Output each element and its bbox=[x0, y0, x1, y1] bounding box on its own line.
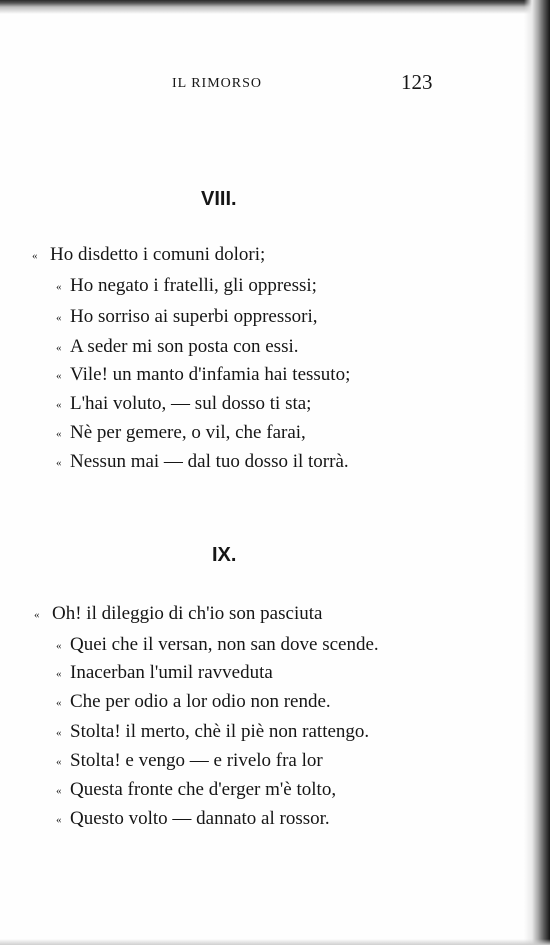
verse-line-text: Inacerban l'umil ravveduta bbox=[70, 662, 273, 683]
verse-line-text: Questa fronte che d'erger m'è tolto, bbox=[70, 779, 337, 800]
running-title: IL RIMORSO bbox=[172, 76, 262, 91]
quote-mark: « bbox=[56, 640, 62, 652]
page-top-edge-shadow bbox=[0, 0, 550, 14]
verse-line-text: Stolta! il merto, chè il piè non rattengo. bbox=[70, 721, 370, 742]
quote-mark: « bbox=[32, 250, 38, 262]
verse-line-text: A seder mi son posta con essi. bbox=[70, 336, 299, 357]
verse-line-text: L'hai voluto, — sul dosso ti sta; bbox=[70, 393, 312, 414]
verse-line-text: Ho disdetto i comuni dolori; bbox=[50, 244, 266, 265]
verse-line-text: Nessun mai — dal tuo dosso il torrà. bbox=[70, 451, 349, 472]
verse-line-text: Stolta! e vengo — e rivelo fra lor bbox=[70, 750, 323, 771]
quote-mark: « bbox=[56, 727, 62, 739]
verse-line bbox=[56, 306, 318, 328]
verse-line-text: Oh! il dileggio di ch'io son pasciuta bbox=[52, 603, 323, 624]
quote-mark: « bbox=[56, 342, 62, 354]
section-title-ix: IX. bbox=[212, 544, 237, 566]
verse-line bbox=[56, 779, 337, 801]
verse-line-text: Vile! un manto d'infamia hai tessuto; bbox=[70, 364, 351, 385]
verse-line bbox=[56, 422, 306, 444]
verse-line bbox=[56, 721, 370, 743]
quote-mark: « bbox=[34, 609, 40, 621]
verse-line-text: Nè per gemere, o vil, che farai, bbox=[70, 422, 306, 443]
verse-line bbox=[32, 244, 266, 266]
verse-line-text: Ho sorriso ai superbi oppressori, bbox=[70, 306, 318, 327]
page-bottom-edge bbox=[0, 939, 550, 945]
verse-line bbox=[56, 275, 317, 297]
quote-mark: « bbox=[56, 399, 62, 411]
page-gutter-shadow bbox=[524, 0, 550, 945]
quote-mark: « bbox=[56, 668, 62, 680]
verse-line-text: Ho negato i fratelli, gli oppressi; bbox=[70, 275, 317, 296]
verse-line bbox=[34, 603, 323, 625]
verse-line bbox=[56, 451, 349, 473]
verse-line bbox=[56, 336, 299, 358]
section-title-viii: VIII. bbox=[201, 188, 237, 210]
verse-line bbox=[56, 393, 312, 415]
verse-line bbox=[56, 750, 323, 772]
verse-line bbox=[56, 634, 379, 656]
verse-line-text: Che per odio a lor odio non rende. bbox=[70, 691, 331, 712]
verse-line-text: Quei che il versan, non san dove scende. bbox=[70, 634, 379, 655]
quote-mark: « bbox=[56, 457, 62, 469]
quote-mark: « bbox=[56, 281, 62, 293]
verse-line bbox=[56, 662, 273, 684]
quote-mark: « bbox=[56, 428, 62, 440]
quote-mark: « bbox=[56, 370, 62, 382]
quote-mark: « bbox=[56, 814, 62, 826]
verse-line bbox=[56, 364, 351, 386]
verse-line-text: Questo volto — dannato al rossor. bbox=[70, 808, 330, 829]
quote-mark: « bbox=[56, 785, 62, 797]
quote-mark: « bbox=[56, 697, 62, 709]
verse-line bbox=[56, 691, 331, 713]
quote-mark: « bbox=[56, 312, 62, 324]
verse-line bbox=[56, 808, 330, 830]
quote-mark: « bbox=[56, 756, 62, 768]
page-number: 123 bbox=[401, 70, 433, 94]
